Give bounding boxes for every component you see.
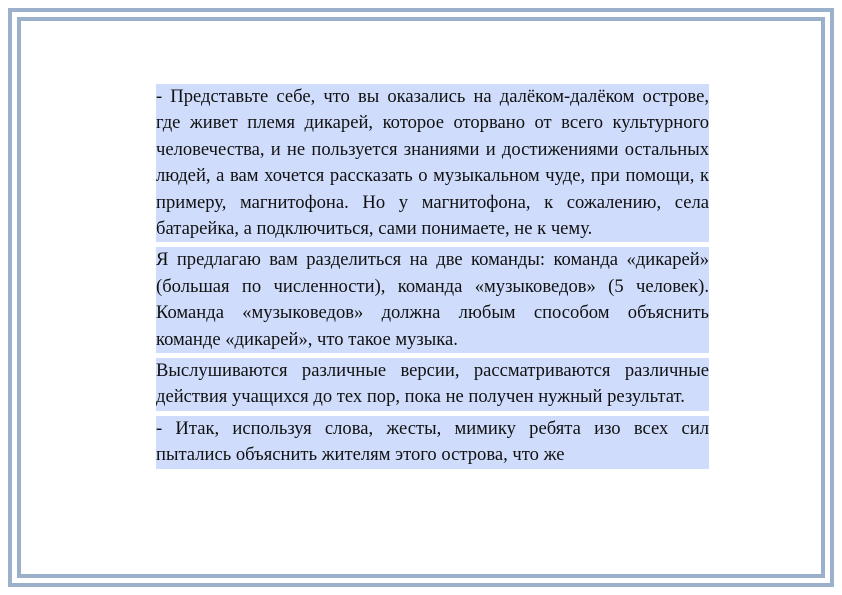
paragraph-conclusion: - Итак, используя слова, жесты, мимику ребята изо всех сил пытались объяснить жителям этого острова, что же <box>156 416 709 469</box>
paragraph-versions: Выслушиваются различные версии, рассматриваются различные действия учащихся до тех пор, пока не получен нужный результат. <box>156 358 709 411</box>
text-box <box>156 84 709 550</box>
paragraph-teams: Я предлагаю вам разделиться на две команды: команда «дикарей» (большая по численности), команда «музыковедов» (5 человек). Команда «музыковедов» должна любым способом объяснить команде «дикарей», что такое музыка. <box>156 247 709 353</box>
paragraph-intro: - Представьте себе, что вы оказались на далёком-далёком острове, где живет племя дикарей, которое оторвано от всего культурного человечества, и не пользуется знаниями и достижениями остальных людей, а вам хочется рассказать о музыкальном чуде, при помощи, к примеру, магнитофона. Но у магнитофона, к сожалению, села батарейка, а подключиться, сами понимаете, не к чему. <box>156 84 709 242</box>
